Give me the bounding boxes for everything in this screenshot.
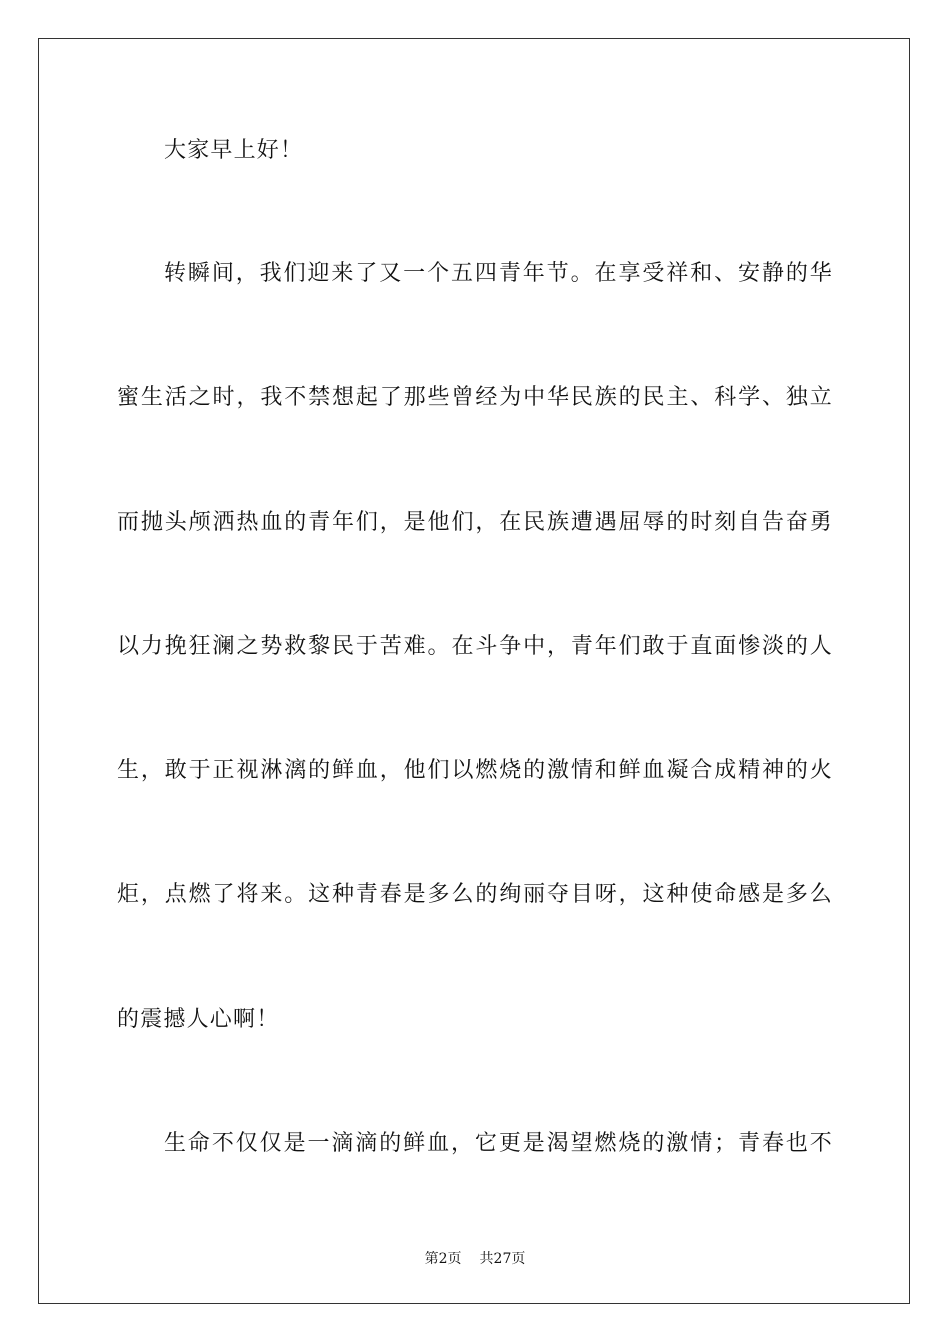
text-line: 的震撼人心啊！: [117, 1007, 280, 1032]
page-total: 共27页: [479, 1251, 526, 1267]
page-number: 第2页: [424, 1251, 462, 1267]
text-line: 蜜生活之时，我不禁想起了那些曾经为中华民族的民主、科学、独立: [117, 385, 833, 410]
text-line: 转瞬间，我们迎来了又一个五四青年节。在享受祥和、安静的华: [164, 261, 833, 286]
text-line: 以力挽狂澜之势救黎民于苦难。在斗争中，青年们敢于直面惨淡的人: [117, 634, 833, 659]
text-line: 而抛头颅洒热血的青年们，是他们，在民族遭遇屈辱的时刻自告奋勇: [117, 510, 833, 535]
text-line: 生命不仅仅是一滴滴的鲜血，它更是渴望燃烧的激情；青春也不: [164, 1131, 833, 1156]
text-line: 炬，点燃了将来。这种青春是多么的绚丽夺目呀，这种使命感是多么: [117, 882, 833, 907]
page-border: [38, 38, 910, 1304]
text-line-greeting: 大家早上好！: [164, 138, 304, 163]
page-footer: [0, 1250, 950, 1268]
text-line: 生，敢于正视淋漓的鲜血，他们以燃烧的激情和鲜血凝合成精神的火: [117, 758, 833, 783]
